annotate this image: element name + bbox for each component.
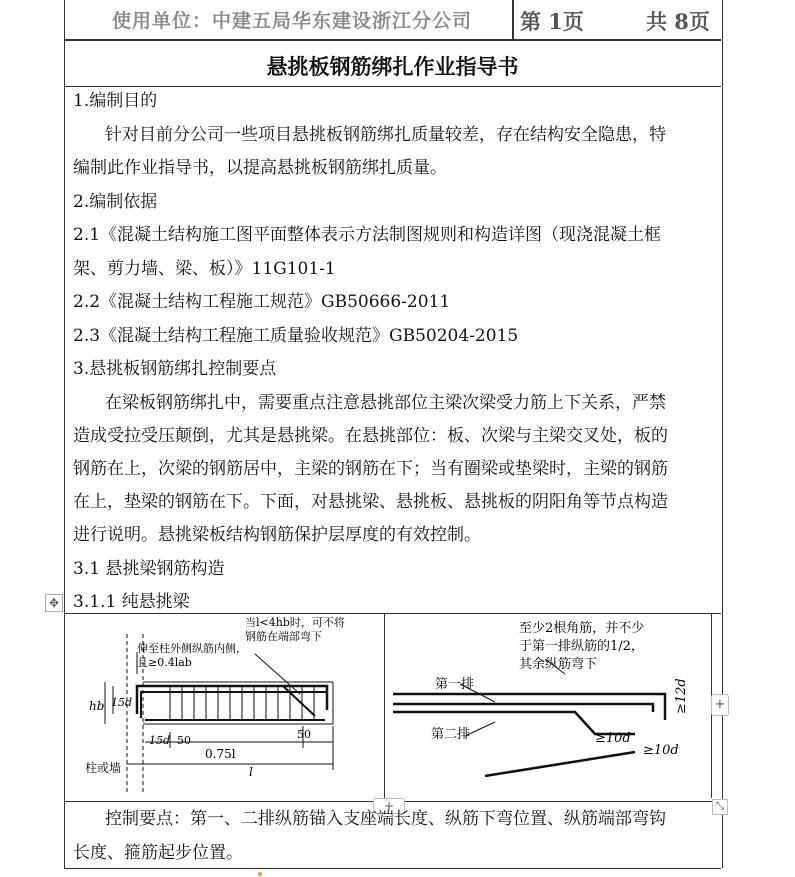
paragraph-line: 进行说明。悬挑梁板结构钢筋保护层厚度的有效控制。 — [73, 525, 481, 545]
cursor-dot — [258, 872, 262, 876]
label-15d-b: 15d — [149, 734, 171, 747]
note-corner-bars: 至少2根角筋，并不少 — [519, 621, 645, 636]
note-left-2: 且≥0.4lab — [137, 656, 192, 669]
note-half: 于第一排纵筋的1/2， — [519, 639, 644, 654]
add-row-button[interactable]: + — [373, 798, 405, 814]
header-total: 共 8页 — [646, 9, 710, 34]
paragraph-line: 长度、箍筋起步位置。 — [73, 843, 243, 863]
label-l: l — [249, 765, 253, 779]
add-column-button[interactable]: + — [711, 694, 729, 716]
paragraph-line: 在上，垫梁的钢筋在下。下面，对悬挑梁、悬挑板、悬挑板的阴阳角等节点构造 — [73, 492, 668, 512]
title-divider — [64, 86, 721, 87]
paragraph-line: 编制此作业指导书，以提高悬挑板钢筋绑扎质量。 — [73, 158, 447, 178]
document-header — [64, 0, 721, 41]
cantilever-beam-diagram — [65, 614, 383, 798]
header-unit: 使用单位：中建五局华东建设浙江分公司 — [112, 10, 473, 32]
table-resize-icon[interactable]: ⤡ — [712, 799, 728, 815]
header-page: 第 1页 — [520, 9, 584, 34]
reference-line: 2.2《混凝土结构工程施工规范》GB50666-2011 — [73, 292, 451, 312]
header-divider — [512, 0, 514, 39]
note-bent: 其余纵筋弯下 — [519, 657, 598, 672]
bottom-rule — [64, 868, 721, 869]
label-50-2: 50 — [297, 728, 311, 741]
label-075l: 0.75l — [205, 747, 236, 761]
reference-line: 2.1《混凝土结构施工图平面整体表示方法制图规则和构造详图（现浇混凝土框 — [73, 225, 662, 245]
label-first-row: 第一排 — [435, 677, 475, 692]
note-top-2: 钢筋在端部弯下 — [245, 630, 322, 643]
paragraph-line: 在梁板钢筋绑扎中，需要重点注意悬挑部位主梁次梁受力筋上下关系，严禁 — [105, 393, 666, 413]
label-15d: 15d — [111, 696, 133, 709]
paragraph-line: 控制要点：第一、二排纵筋锚入支座端长度、纵筋下弯位置、纵筋端部弯钩 — [105, 809, 666, 829]
paragraph-line: 针对目前分公司一些项目悬挑板钢筋绑扎质量较差，存在结构安全隐患，特 — [105, 125, 666, 145]
paragraph-line: 钢筋在上，次梁的钢筋居中，主梁的钢筋在下；当有圈梁或垫梁时，主梁的钢筋 — [73, 459, 668, 479]
label-10d-a: ≥10d — [595, 731, 631, 746]
section-heading-2: 2.编制依据 — [73, 192, 158, 212]
subsection-heading: 3.1.1 纯悬挑梁 — [73, 592, 190, 612]
label-hb: hb — [89, 699, 105, 713]
note-top: 当l<4hb时，可不将 — [245, 616, 345, 629]
label-second-row: 第二排 — [431, 727, 471, 742]
section-heading-1: 1.编制目的 — [73, 91, 158, 111]
subsection-heading: 3.1 悬挑梁钢筋构造 — [73, 559, 225, 579]
section-heading-3: 3.悬挑板钢筋绑扎控制要点 — [73, 359, 277, 379]
table-move-handle-icon[interactable]: ✥ — [45, 594, 63, 612]
reference-line: 架、剪力墙、梁、板）》11G101-1 — [73, 259, 336, 279]
label-50-1: 50 — [177, 734, 191, 747]
rebar-row-diagram — [384, 614, 712, 798]
document-title: 悬挑板钢筋绑扎作业指导书 — [266, 54, 519, 79]
label-10d-b: ≥10d — [643, 743, 679, 758]
label-column: 柱或墙 — [85, 761, 122, 775]
label-12d: ≥12d — [674, 678, 689, 714]
reference-line: 2.3《混凝土结构工程施工质量验收规范》GB50204-2015 — [73, 326, 519, 346]
note-left-1: 伸至柱外侧纵筋内侧， — [137, 642, 247, 655]
paragraph-line: 造成受拉受压颠倒，尤其是悬挑梁。在悬挑部位：板、次梁与主梁交叉处，板的 — [73, 426, 668, 446]
